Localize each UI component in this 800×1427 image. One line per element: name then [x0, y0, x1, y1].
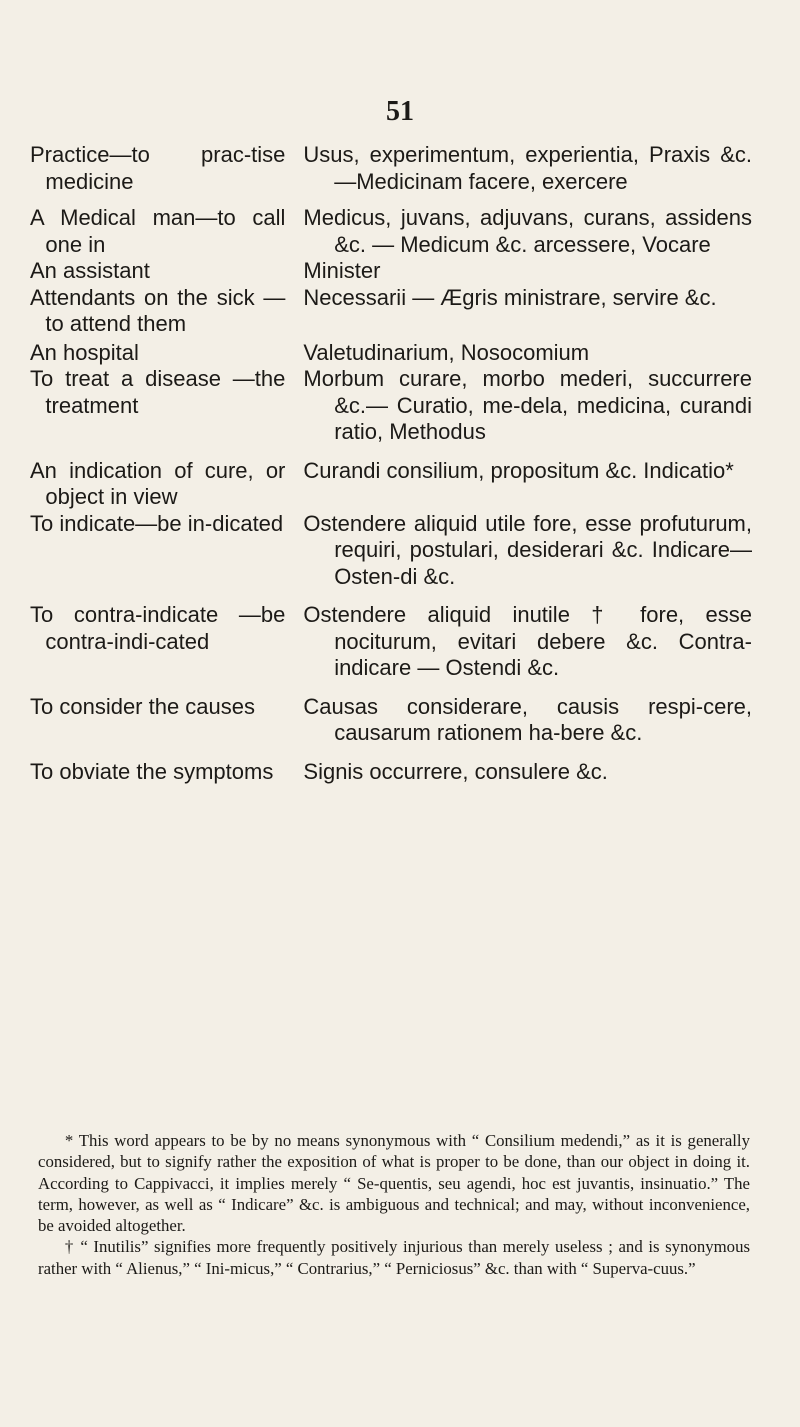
- english-term: To obviate the symptoms: [30, 758, 274, 784]
- english-term: Attendants on the sick — to attend them: [30, 284, 286, 336]
- english-term: Practice—to prac-tise medicine: [30, 142, 286, 194]
- footnote-inutilis: † “ Inutilis” signifies more frequently positively injurious than merely useless ; and is synonymous rather with “ Alienus,” “ Ini-micus,” “ Contrarius,” “ Perniciosus” &c. than with “ Superva-cuus.”: [38, 1237, 750, 1278]
- latin-equivalent: Ostendere aliquid inutile † fore, esse nociturum, evitari debere &c. Contra-indicare — Ostendi &c.: [303, 602, 752, 680]
- entry: [30, 285, 752, 338]
- english-term: To contra-indicate —be contra-indi-cated: [30, 602, 286, 654]
- page-number: 51: [386, 96, 414, 127]
- latin-equivalent: Ostendere aliquid utile fore, esse profuturum, requiri, postulari, desiderari &c. Indicare—Osten-di &c.: [303, 510, 752, 589]
- entry: [30, 694, 752, 747]
- entry: [30, 759, 752, 786]
- english-term: A Medical man—to call one in: [30, 205, 286, 257]
- entry: [30, 258, 752, 285]
- english-term: An hospital: [30, 339, 139, 365]
- english-term: An indication of cure, or object in view: [30, 457, 286, 509]
- entry: [30, 340, 752, 367]
- latin-equivalent: Signis occurrere, consulere &c.: [303, 758, 608, 784]
- entry: [30, 142, 752, 195]
- latin-equivalent: Morbum curare, morbo mederi, succurrere &c.— Curatio, me-dela, medicina, curandi ratio, Methodus: [303, 366, 752, 444]
- latin-equivalent: Valetudinarium, Nosocomium: [303, 339, 590, 365]
- glossary-entries: [30, 142, 752, 785]
- entry: [30, 205, 752, 258]
- latin-equivalent: Medicus, juvans, adjuvans, curans, assidens &c. — Medicum &c. arcessere, Vocare: [303, 205, 752, 257]
- latin-equivalent: Usus, experimentum, experientia, Praxis &c.—Medicinam facere, exercere: [303, 142, 752, 194]
- entry: [30, 366, 752, 446]
- entry: [30, 511, 752, 591]
- footnotes: [38, 1130, 750, 1279]
- footnote-indicatio: * This word appears to be by no means synonymous with “ Consilium medendi,” as it is generally considered, but to signify rather the exposition of what is proper to be done, than our object in doing it. According to Cappivacci, it implies merely “ Se-quentis, seu agendi, hoc est juvantis, insinuatio.” The term, however, as well as “ Indicare” &c. is ambiguous and technical; and may, without inconvenience, be avoided altogether.: [38, 1131, 750, 1236]
- english-term: An assistant: [30, 258, 150, 283]
- english-term: To indicate—be in-dicated: [30, 510, 284, 536]
- english-term: To treat a disease —the treatment: [30, 366, 286, 418]
- english-term: To consider the causes: [30, 693, 256, 719]
- latin-equivalent: Minister: [303, 258, 381, 283]
- entry: [30, 458, 752, 511]
- entry: [30, 602, 752, 682]
- latin-equivalent: Causas considerare, causis respi-cere, causarum rationem ha-bere &c.: [303, 693, 752, 745]
- latin-equivalent: Necessarii — Ægris ministrare, servire &c.: [303, 284, 717, 310]
- latin-equivalent: Curandi consilium, propositum &c. Indicatio*: [303, 457, 734, 483]
